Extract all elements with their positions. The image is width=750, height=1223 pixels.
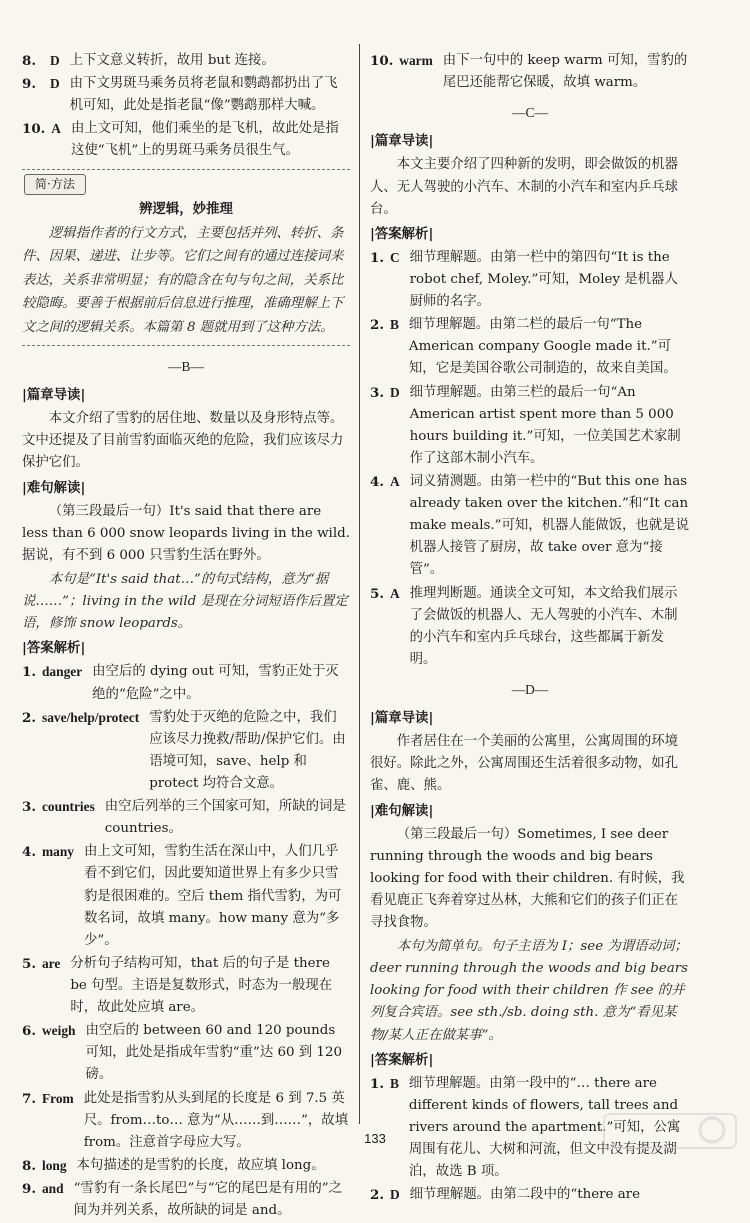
intro-text: 作者居住在一个美丽的公寓里，公寓周围的环境很好。除此之外，公寓周围还生活着很多动物，如孔雀、鹿、熊。 [370, 734, 678, 794]
answer-item [370, 1184, 690, 1206]
answer-item [370, 583, 690, 671]
answer-key: A [51, 121, 61, 137]
answer-number: 8. [22, 53, 36, 69]
answer-item [22, 841, 350, 952]
answer-item [370, 50, 690, 94]
answer-number: 9. [22, 76, 36, 93]
answer-number: 10. [22, 121, 46, 138]
answer-explanation: 细节理解题。由第二栏的最后一句“The American company Google made it.”可知，它是美国谷歌公司制造的，故来自美国。 [408, 317, 677, 377]
answer-item [22, 661, 350, 705]
answer-item [22, 953, 350, 1019]
answer-heading: 答案解析 [374, 225, 429, 242]
answer-explanation: 本句描述的是雪豹的长度，故应填 long。 [76, 1157, 325, 1173]
intro-heading: 篇章导读 [26, 387, 81, 404]
answer-explanation: 细节理解题。由第二段中的“there are [409, 1187, 641, 1203]
answer-explanation: 细节理解题。由第三栏的最后一句“An American artist spent more than 5 000 hours building it.”可知，一位美国艺术家制作了这部木制小汽车。 [409, 384, 681, 466]
answer-explanation: 推理判断题。通读全文可知，本文给我们展示了会做饭的机器人、无人驾驶的小汽车、木制的小汽车和室内乒乓球台，这些都属于新发明。 [409, 585, 678, 667]
answer-explanation: 由上文可知，他们乘坐的是飞机，故此处是指这使“飞机”上的男斑马乘务员很生气。 [70, 121, 339, 159]
answer-key: A [389, 473, 400, 489]
answer-key: D [389, 384, 400, 400]
answer-explanation: 此处是指雪豹从头到尾的长度是 6 到 7.5 英尺。from…to… 意为“从……到……”，故填 from。注意首字母应大写。 [83, 1090, 349, 1150]
answer-number: 7. [22, 1090, 36, 1107]
answer-number: 8. [22, 1157, 36, 1174]
answer-number: 2. [370, 317, 384, 334]
section-c-letter: —C— [512, 105, 548, 121]
answer-number: 1. [370, 1075, 384, 1092]
section-b-letter: —B— [168, 359, 204, 375]
hard-sentence-heading: 难句解读 [374, 802, 429, 819]
answer-key: weigh [41, 1023, 76, 1039]
answer-number: 1. [22, 664, 36, 681]
answer-explanation: 由空后的 between 60 and 120 pounds 可知，此处是指成年雪豹“重”达 60 到 120 磅。 [85, 1023, 342, 1083]
answer-item [370, 314, 690, 380]
answer-explanation: 由下一句中的 keep warm 可知，雪豹的尾巴还能帮它保暖，故填 warm。 [442, 53, 688, 91]
method-tag: 简·方法 [24, 174, 86, 196]
method-body: 逻辑指作者的行文方式，主要包括并列、转折、条件、因果、递进、让步等。它们之间有的通过连接词来表达，关系非常明显；有的隐含在句与句之间，关系比较隐晦。要善于根据前后信息进行推理，准确理解上下文之间的逻辑关系。本篇第 8 题就用到了这种方法。 [22, 225, 344, 335]
answer-explanation: “雪豹有一条长尾巴”与“它的尾巴是有用的”之间为并列关系，故所缺的词是 and。 [73, 1180, 342, 1219]
answer-item [370, 471, 690, 582]
section-heading: | 答案解析 | [370, 223, 690, 245]
method-box [22, 169, 350, 346]
hard-sentence-note: 本句为简单句。句子主语为 I；see 为谓语动词；deer running through the woods and big bears looking for food with their children 作 see 的并列复合宾语。see sth./sb. doing sth. 意为“看见某物/某人正在做某事”。 [370, 939, 688, 1043]
section-heading: | 篇章导读 | [370, 130, 690, 152]
answer-key: C [389, 249, 400, 265]
answer-key: D [50, 53, 60, 68]
column-divider [359, 44, 360, 1124]
answer-number: 4. [22, 844, 36, 861]
answer-key: are [41, 955, 61, 971]
answer-number: 1. [370, 249, 384, 266]
answer-key: many [41, 844, 74, 860]
intro-heading: 篇章导读 [374, 133, 429, 150]
hard-sentence: （第三段最后一句）Sometimes, I see deer running through the woods and big bears looking for food with their children. 有时候，我看见鹿正飞奔着穿过丛林，大熊和它们的孩子们正在寻找食物。 [370, 826, 685, 931]
answer-key: warm [399, 53, 433, 68]
right-column [370, 50, 690, 1207]
section-heading: | 答案解析 | [370, 1049, 690, 1071]
answer-key: D [389, 1187, 400, 1203]
section-heading: | 难句解读 | [370, 800, 690, 822]
answer-explanation: 细节理解题。由第一栏中的第四句“It is the robot chef, Moley.”可知，Moley 是机器人厨师的名字。 [409, 249, 678, 310]
answer-list [370, 247, 690, 671]
answer-explanation: 雪豹处于灭绝的危险之中，我们应该尽力挽救/帮助/保护它们。由语境可知，save、help 和 protect 均符合文意。 [149, 709, 346, 791]
answer-heading: 答案解析 [374, 1051, 429, 1068]
answer-item [22, 73, 350, 117]
answer-explanation: 细节理解题。由第一段中的“… there are different kinds of flowers, tall trees and rivers around the apartment.”可知，公寓周围有花儿、大树和河流，但文中没有提及湖泊，故选 B 项。 [408, 1075, 681, 1180]
answer-heading: 答案解析 [26, 640, 81, 657]
answer-key: D [50, 76, 60, 92]
answer-explanation: 由下文男斑马乘务员将老鼠和鹦鹉都扔出了飞机可知，此处是指老鼠“像”鹦鹉那样大喊。 [69, 76, 338, 114]
left-top-answers [22, 50, 350, 163]
answer-number: 2. [370, 1187, 384, 1204]
section-heading: | 篇章导读 | [370, 707, 690, 729]
answer-key: B [389, 317, 399, 333]
answer-number: 3. [22, 799, 36, 816]
answer-item [22, 796, 350, 840]
answer-item [370, 247, 690, 313]
answer-number: 10. [370, 53, 394, 69]
answer-number: 5. [370, 585, 384, 602]
watermark-logo [600, 1110, 740, 1154]
answer-explanation: 由空后列举的三个国家可知，所缺的词是 countries。 [104, 799, 346, 837]
section-d-letter: —D— [511, 681, 549, 697]
answer-number: 6. [22, 1023, 36, 1040]
answer-key: B [389, 1075, 399, 1091]
answer-number: 3. [370, 384, 384, 401]
answer-number: 4. [370, 473, 384, 490]
section-heading: | 篇章导读 | [22, 384, 350, 406]
section-heading: | 难句解读 | [22, 477, 350, 499]
answer-explanation: 由上文可知，雪豹生活在深山中，人们几乎看不到它们，因此要知道世界上有多少只雪豹是很困难的。空后 them 指代雪豹，为可数名词，故填 many。how many 意为“多少”。 [83, 844, 342, 948]
intro-text: 本文主要介绍了四种新的发明，即会做饭的机器人、无人驾驶的小汽车、木制的小汽车和室内乒乓球台。 [370, 157, 678, 217]
answer-item [22, 118, 350, 162]
answer-key: From [41, 1090, 74, 1106]
answer-number: 9. [22, 1180, 36, 1197]
answer-key: save/help/protect [41, 709, 140, 725]
hard-sentence-note: 本句是“It's said that…”的句式结构，意为“据说……”；living in the wild 是现在分词短语作后置定语，修饰 snow leopards。 [22, 572, 348, 632]
answer-key: countries [41, 799, 95, 815]
answer-item [22, 50, 350, 72]
answer-key: long [41, 1157, 67, 1173]
answer-item [370, 382, 690, 470]
answer-item [22, 1155, 350, 1177]
answer-key: and [41, 1180, 64, 1196]
hard-sentence-heading: 难句解读 [26, 479, 81, 496]
section-heading: | 答案解析 | [22, 637, 350, 659]
answer-item [22, 1178, 350, 1222]
left-column [22, 50, 350, 1223]
method-title: 辨逻辑，妙推理 [139, 200, 233, 217]
answer-explanation: 分析句子结构可知，that 后的句子是 there be 句型。主语是复数形式，时态为一般现在时，故此处应填 are。 [70, 955, 333, 1016]
answer-key: danger [41, 664, 83, 680]
answer-number: 2. [22, 709, 36, 726]
answer-key: A [389, 585, 400, 601]
answer-item [22, 707, 350, 795]
answer-explanation: 上下文意义转折，故用 but 连接。 [69, 53, 275, 68]
hard-sentence: （第三段最后一句）It's said that there are less than 6 000 snow leopards living in the wild. 据说，有不到 6 000 只雪豹生活在野外。 [22, 503, 350, 563]
intro-heading: 篇章导读 [374, 710, 429, 727]
answer-number: 5. [22, 955, 36, 972]
answer-item [22, 1020, 350, 1086]
answer-explanation: 由空后的 dying out 可知，雪豹正处于灭绝的“危险”之中。 [92, 664, 339, 702]
intro-text: 本文介绍了雪豹的居住地、数量以及身形特点等。文中还提及了目前雪豹面临灭绝的危险，我们应该尽力保护它们。 [22, 411, 344, 471]
answer-explanation: 词义猜测题。由第一栏中的“But this one has already taken over the kitchen.”和“It can make meals.”可知，机器人能做饭，也就是说机器人接管了厨房，故 take over 意为“接管”。 [409, 473, 689, 578]
page-number: 133 [364, 1131, 386, 1146]
